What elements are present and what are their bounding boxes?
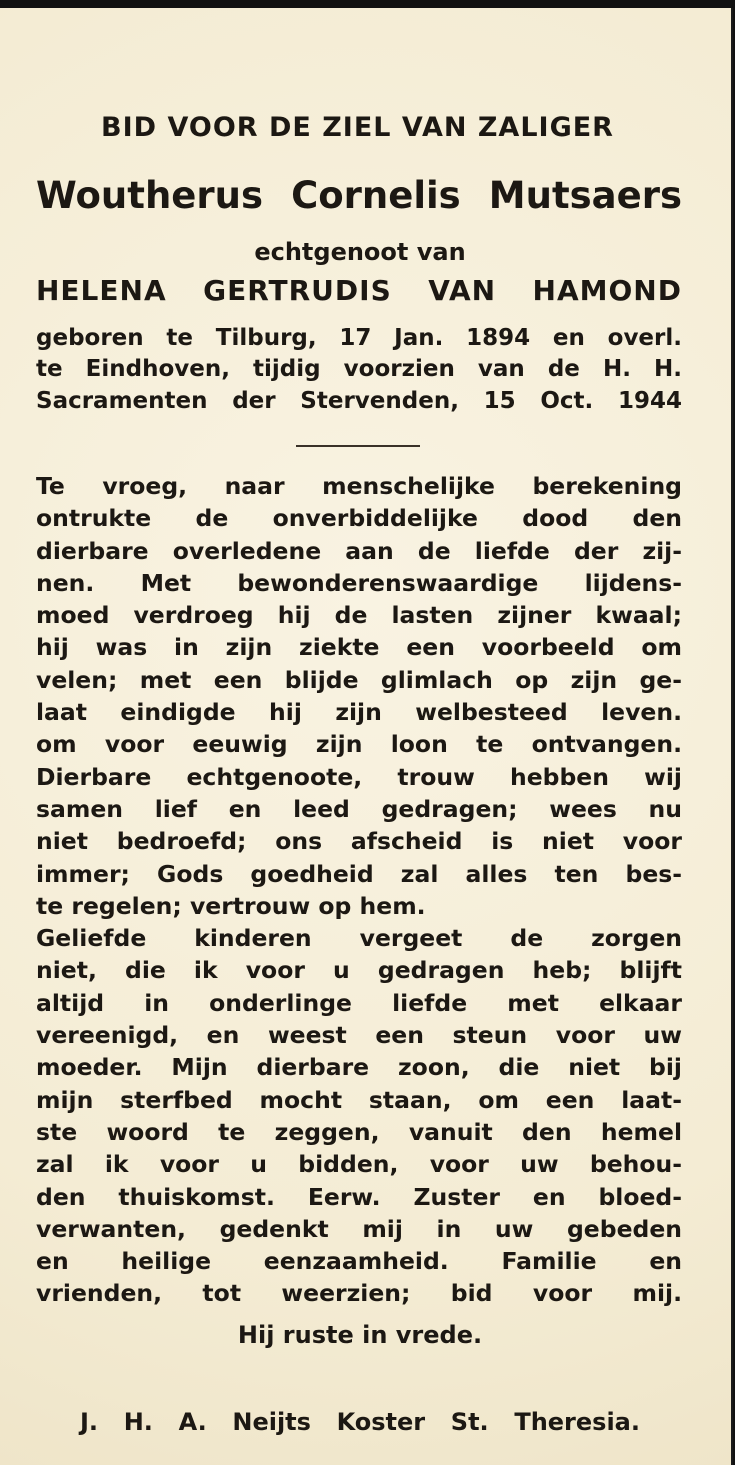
dates-line: Sacramenten der Stervenden, 15 Oct. 1944 [36,388,682,414]
prayer-heading: BID VOOR DE ZIEL VAN ZALIGER [101,112,614,143]
text-line: niet, die ik voor u gedragen heb; blijft [36,956,682,985]
text-line: moed verdroeg hij de lasten zijner kwaal; [36,601,682,630]
text-line: altijd in onderlinge liefde met elkaar [36,988,682,1017]
divider-rule [296,445,420,447]
text-line: niet bedroefd; ons afscheid is niet voor [36,827,682,856]
memorial-card [0,8,733,1465]
text-line: den thuiskomst. Eerw. Zuster en bloed- [36,1182,682,1211]
text-line: nen. Met bewonderenswaardige lijdens- [36,568,682,597]
deceased-name: Woutherus Cornelis Mutsaers [36,174,682,217]
text-line: dierbare overledene aan de liefde der zij- [36,536,682,565]
text-line: ontrukte de onverbiddelijke dood den [36,504,682,533]
closing-line: Hij ruste in vrede. [237,1321,483,1349]
memorial-text [36,470,682,1310]
text-line: Te vroeg, naar menschelijke berekening [36,472,682,500]
text-line: moeder. Mijn dierbare zoon, die niet bij [36,1053,682,1082]
text-line: mijn sterfbed mocht staan, om een laat- [36,1085,682,1114]
dates-line: geboren te Tilburg, 17 Jan. 1894 en overl. [36,325,682,351]
text-line: hij was in zijn ziekte een voorbeeld om [36,633,682,662]
spouse-label: echtgenoot van [254,238,466,266]
text-line: ste woord te zeggen, vanuit den hemel [36,1117,682,1146]
printer-credit: J. H. A. Neijts Koster St. Theresia. [80,1408,640,1436]
dates-line: te Eindhoven, tijdig voorzien van de H. H. [36,356,682,382]
text-line: samen lief en leed gedragen; wees nu [36,794,682,823]
text-line: vereenigd, en weest een steun voor uw [36,1021,682,1050]
text-line: te regelen; vertrouw op hem. [36,891,426,920]
text-line: immer; Gods goedheid zal alles ten bes- [36,859,682,888]
text-line: om voor eeuwig zijn loon te ontvangen. [36,730,682,759]
spouse-name: HELENA GERTRUDIS VAN HAMOND [36,274,682,307]
text-line: verwanten, gedenkt mij in uw gebeden [36,1214,682,1243]
text-line: vrienden, tot weerzien; bid voor mij. [36,1279,682,1308]
text-line: velen; met een blijde glimlach op zijn ge- [36,665,682,694]
text-line: Dierbare echtgenoote, trouw hebben wij [36,762,682,791]
text-line: laat eindigde hij zijn welbesteed leven. [36,698,682,727]
text-line: zal ik voor u bidden, voor uw behou- [36,1150,682,1179]
text-line: Geliefde kinderen vergeet de zorgen [36,924,682,953]
text-line: en heilige eenzaamheid. Familie en [36,1247,682,1276]
